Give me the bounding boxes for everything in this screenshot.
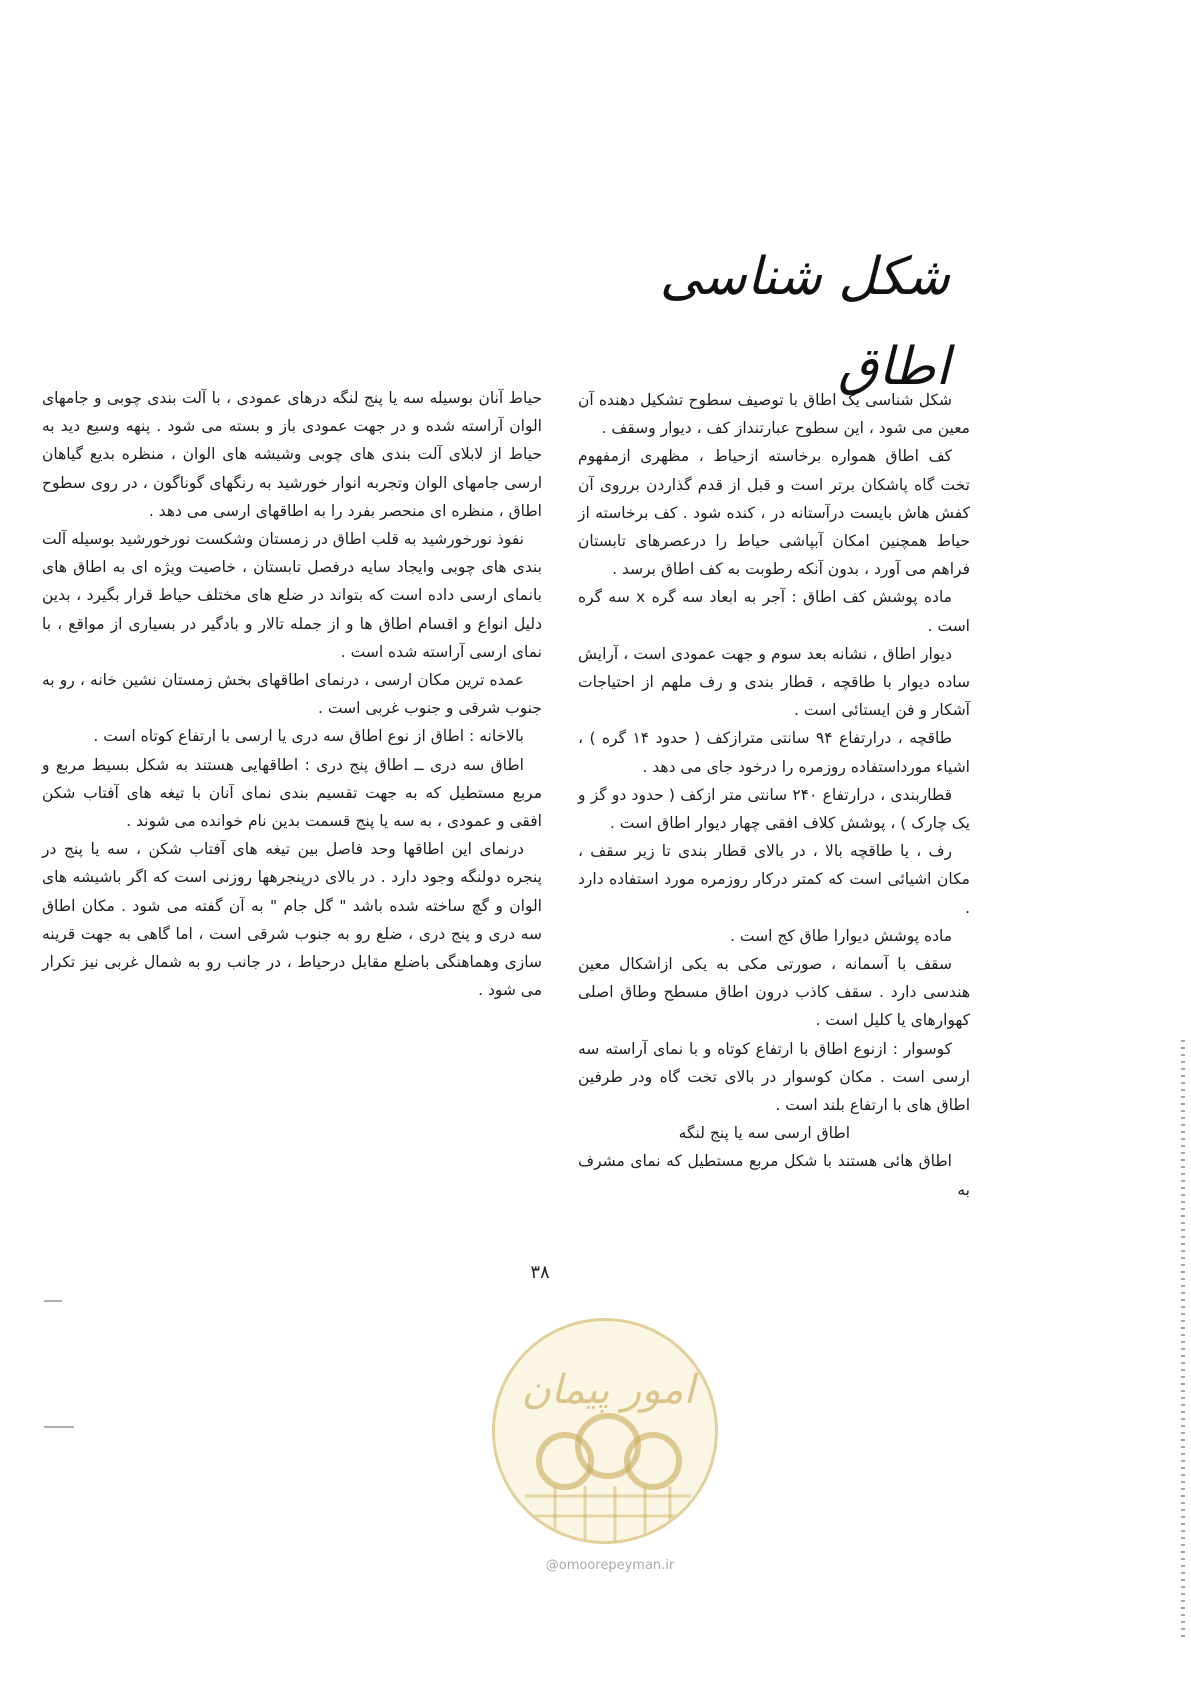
paragraph: نفوذ نورخورشید به قلب اطاق در زمستان وشکست نورخورشید بوسیله آلت بندی های چوبی وایجاد سایه درفصل تابستان ، خاصیت ویژه ای به اطاق های بانمای ارسی داده است که بتواند در ضلع های مختلف حیاط قرار بگیرد ، بدین دلیل انواع و اقسام اطاق ها و از جمله تالار و بادگیر در بسیاری از مواقع ، با نمای ارسی آراسته شده است . — [41, 530, 542, 661]
gear-scales-icon — [495, 1321, 718, 1544]
paragraph: ماده پوشش کف اطاق : آجر به ابعاد سه گره x سه گره است . — [578, 588, 970, 635]
paragraph: سقف با آسمانه ، صورتی مکی به یکی ازاشکال معین هندسی دارد . سقف کاذب درون اطاق مسطح وطاق اصلی کهوارهای یا کلیل است . — [578, 955, 970, 1030]
paragraph: طاقچه ، درارتفاع ۹۴ سانتی مترازکف ( حدود ۱۴ گره ) ، اشیاء مورداستفاده روزمره را درخود جای می دهد . — [578, 729, 970, 776]
scan-mark — [44, 1300, 62, 1302]
svg-text:امور پیمان: امور پیمان — [521, 1367, 695, 1413]
page-title: شکل شناسی اطاق — [659, 247, 950, 397]
page-number: ۳۸ — [530, 1262, 550, 1283]
right-column — [578, 386, 970, 1204]
paragraph: اطاق سه دری ــ اطاق پنج دری : اطاقهایی هستند به شکل بسیط مربع و مربع مستطیل که به جهت تقسیم بندی نمای آنان با تیغه های آفتاب شکن افقی و عمودی ، به سه یا پنج قسمت بدین نام خوانده می شوند . — [42, 755, 542, 831]
paragraph: ماده پوشش دیوارا طاق کج است . — [730, 926, 952, 945]
left-column — [42, 384, 542, 1004]
paragraph: رف ، یا طاقچه بالا ، در بالای قطار بندی تا زیر سقف ، مکان اشیائی است که کمتر درکار روزمره مورد استفاده دارد . — [578, 842, 970, 917]
paragraph: بالاخانه : اطاق از نوع اطاق سه دری یا ارسی با ارتفاع کوتاه است . — [93, 727, 524, 746]
paragraph: حیاط آنان بوسیله سه یا پنج لنگه درهای عمودی ، با آلت بندی چوبی و جامهای الوان آراسته شده و در جهت عمودی باز و بسته می شود . پنهه وسیع دید به حیاط از لابلای آلت بندی های چوبی وشیشه های الوان ، منظره بدیع گیاهان ارسی جامهای الوان وتجربه انوار خورشید به رنگهای گوناگون ، در روی سطوح اطاق ، منظره ای منحصر بفرد را به اطاقهای ارسی می دهد . — [42, 389, 542, 520]
watermark-logo — [492, 1318, 718, 1544]
paragraph: کوسوار : ازنوع اطاق با ارتفاع کوتاه و با نمای آراسته سه ارسی است . مکان کوسوار در بالای تخت گاه ودر طرفین اطاق های با ارتفاع بلند است . — [578, 1039, 970, 1115]
paragraph: قطاربندی ، درارتفاع ۲۴۰ سانتی متر ازکف ( حدود دو گز و یک چارک ) ، پوشش کلاف افقی چهار دیوار اطاق است . — [578, 785, 970, 833]
paragraph: دیوار اطاق ، نشانه بعد سوم و جهت عمودی است ، آرایش ساده دیوار با طاقچه ، قطار بندی و رف ملهم از احتیاجات آشکار و فن ایستائی است . — [578, 644, 970, 720]
scan-mark — [44, 1426, 74, 1428]
subheading: اطاق ارسی سه یا پنج لنگه — [678, 1124, 850, 1143]
watermark-handle: @omoorepeyman.ir — [545, 1558, 675, 1573]
paragraph: شکل شناسی یک اطاق با توصیف سطوح تشکیل دهنده آن معین می شود ، این سطوح عبارتنداز کف ، دیوار وسقف . — [578, 391, 970, 438]
paragraph: اطاق هائی هستند با شکل مربع مستطیل که نمای مشرف به — [578, 1152, 970, 1199]
paragraph: درنمای این اطاقها وحد فاصل بین تیغه های آفتاب شکن ، سه یا پنج در پنجره دولنگه وجود دارد . در بالای درپنجرهها روزنی است که اگر باشیشه های الوان و گچ ساخته شده باشد " گل جام " به آن گفته می شود . مکان اطاق سه دری و پنج دری ، ضلع رو به جنوب شرقی است ، اما گاهی به جهت قرینه سازی وهماهنگی باضلع مقابل درحیاط ، در جانب رو به شمال غربی نیز تکرار می شود . — [42, 840, 542, 1000]
paragraph: کف اطاق همواره برخاسته ازحیاط ، مظهری ازمفهوم تخت گاه پاشکان برتر است و قبل از قدم گذاردن برروی آن کفش هاش بایست درآستانه در ، کنده شود . کف برخاسته از حیاط همچنین امکان آبپاشی حیاط را درعصرهای تابستان فراهم می آورد ، بدون آنکه رطوبت به کف اطاق برسد . — [578, 447, 970, 579]
paragraph: عمده ترین مکان ارسی ، درنمای اطاقهای بخش زمستان نشین خانه ، رو به جنوب شرقی و جنوب غربی است . — [42, 671, 542, 718]
scan-edge-noise — [1181, 1040, 1185, 1640]
